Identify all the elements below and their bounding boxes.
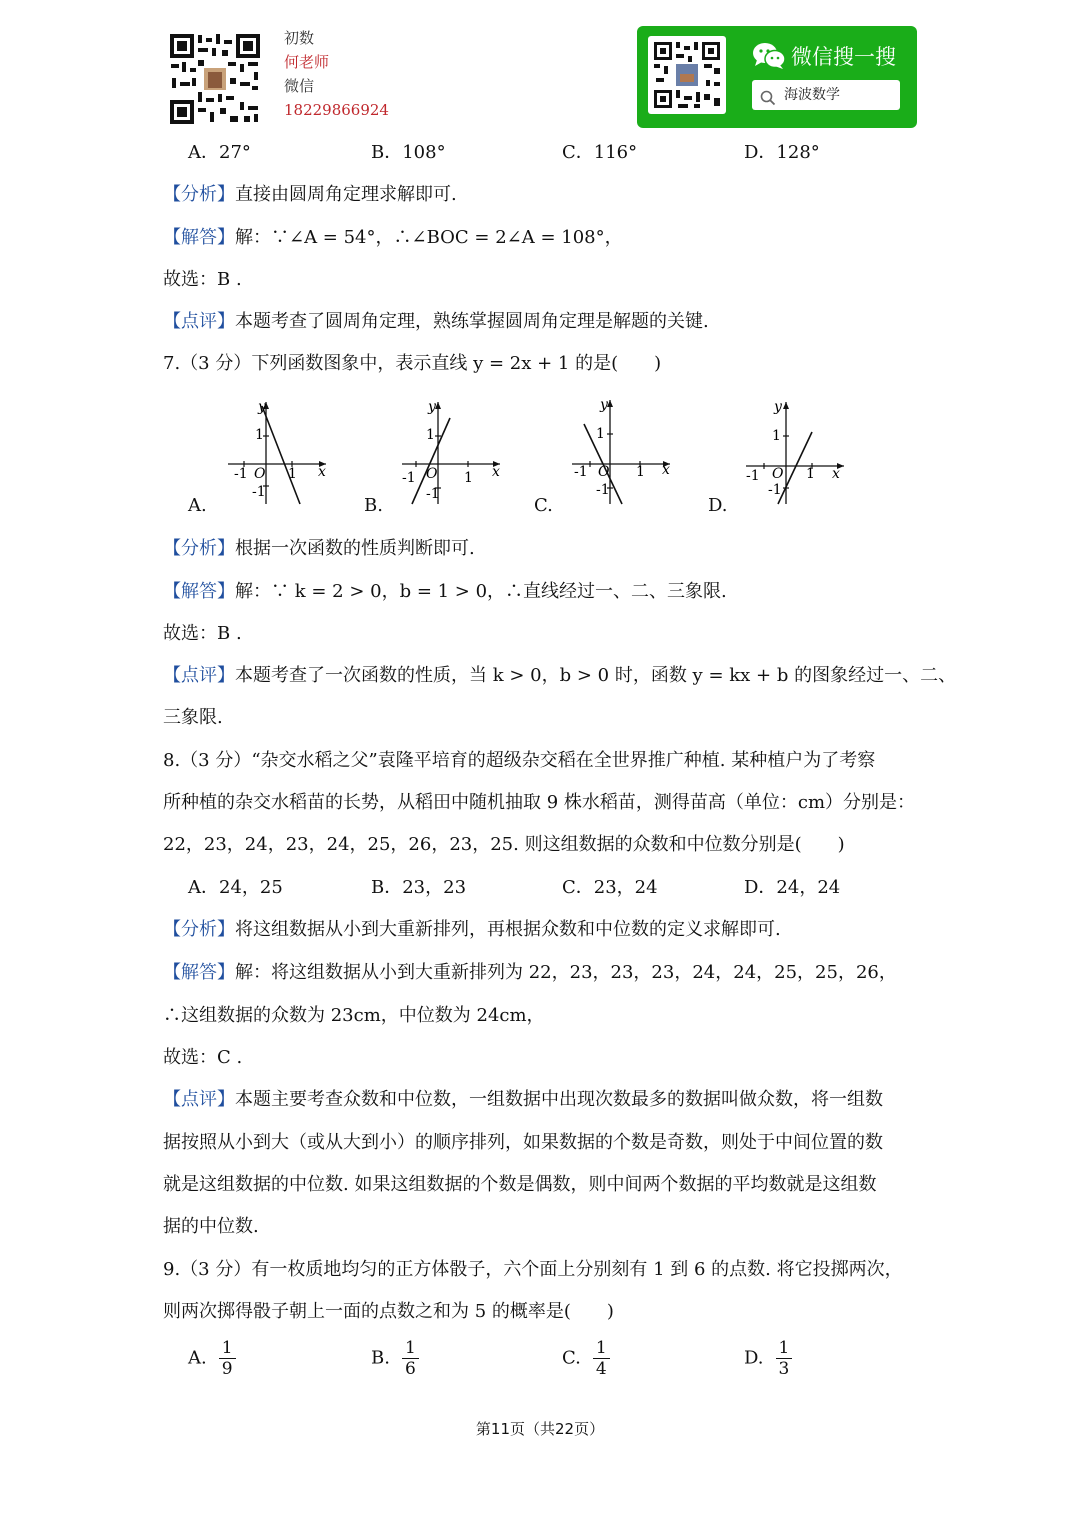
analysis-tag: 【分析】 — [163, 538, 235, 559]
tick-neg1-x: -1 — [574, 464, 588, 480]
tick-neg1-y: -1 — [252, 484, 266, 500]
solution-tag: 【解答】 — [163, 581, 235, 602]
fraction — [776, 1338, 793, 1379]
option-label: C. — [562, 1347, 581, 1369]
comment-tag: 【点评】 — [163, 311, 235, 332]
fraction — [593, 1338, 610, 1379]
analysis-tag: 【分析】 — [163, 919, 235, 940]
q8-stem-line2: 所种植的杂交水稻苗的长势，从稻田中随机抽取 9 株水稻苗，测得苗高（单位：cm）分别是： — [163, 792, 916, 813]
comment-text: 本题考查了圆周角定理，熟练掌握圆周角定理是解题的关键. — [235, 311, 709, 332]
solution-text: 解：∵ k = 2 > 0，b = 1 > 0，∴直线经过一、二、三象限. — [235, 581, 727, 602]
q8-comment-line3: 就是这组数据的中位数. 如果这组数据的个数是偶数，则中间两个数据的平均数就是这组数 — [163, 1174, 877, 1195]
comment-tag: 【点评】 — [163, 665, 235, 686]
numerator: 1 — [219, 1338, 236, 1359]
solution-tag: 【解答】 — [163, 962, 235, 983]
q8-option-b: B．23，23 — [371, 877, 467, 898]
option-label: A. — [188, 1347, 207, 1369]
wechat-brand-text: 微信搜一搜 — [791, 45, 896, 69]
tick-neg1-x: -1 — [234, 466, 248, 482]
q8-comment-line4: 据的中位数. — [163, 1216, 259, 1237]
q7-solution — [163, 580, 727, 604]
analysis-text: 根据一次函数的性质判断即可. — [235, 538, 475, 559]
analysis-text: 将这组数据从小到大重新排列，再根据众数和中位数的定义求解即可. — [235, 919, 781, 940]
contact-subject: 初数 — [284, 29, 315, 47]
wechat-search-text: 海波数学 — [784, 87, 840, 103]
wechat-qr-code — [648, 36, 726, 114]
q6-option-d: D．128° — [744, 142, 820, 163]
tick-1-x: 1 — [464, 470, 473, 486]
tick-1-x: 1 — [288, 466, 297, 482]
origin-label: O — [254, 466, 266, 482]
q9-option-b — [371, 1338, 419, 1379]
q6-choice: 故选：B . — [163, 269, 242, 290]
analysis-tag: 【分析】 — [163, 184, 235, 205]
origin-label: O — [426, 466, 438, 482]
numerator: 1 — [776, 1338, 793, 1359]
q8-option-a: A．24，25 — [188, 877, 283, 898]
q7-comment-cont: 三象限. — [163, 707, 223, 728]
tick-1-x: 1 — [806, 466, 815, 482]
axis-y-label: y — [600, 397, 608, 413]
q8-analysis — [163, 918, 781, 942]
tick-neg1-y: -1 — [768, 482, 782, 498]
q9-stem-line2: 则两次掷得骰子朝上一面的点数之和为 5 的概率是( ) — [163, 1301, 614, 1322]
wechat-logo-icon — [752, 42, 786, 70]
axis-x-label: x — [492, 464, 500, 480]
axis-y-label: y — [774, 399, 782, 415]
contact-name: 何老师 — [284, 53, 330, 71]
contact-wechat-label: 微信 — [284, 77, 315, 95]
q9-option-c — [562, 1338, 610, 1379]
axis-x-label: x — [832, 466, 840, 482]
wechat-search-box[interactable] — [752, 80, 900, 110]
q7-graph-d — [740, 396, 852, 508]
denominator: 3 — [778, 1359, 790, 1379]
contact-phone: 18229866924 — [284, 101, 389, 119]
q8-option-c: C．23，24 — [562, 877, 658, 898]
q9-stem-line1: 9.（3 分）有一枚质地均匀的正方体骰子，六个面上分别刻有 1 到 6 的点数. 将它投掷两次， — [163, 1259, 903, 1280]
solution-text: 解：∵∠A = 54°，∴∠BOC = 2∠A = 108°， — [235, 227, 623, 248]
origin-label: O — [598, 464, 610, 480]
search-icon — [760, 87, 776, 103]
axis-x-label: x — [318, 464, 326, 480]
tick-1-y: 1 — [772, 428, 781, 444]
q7-graph-c — [566, 394, 678, 506]
q7-stem: 7.（3 分）下列函数图象中，表示直线 y = 2x + 1 的是( ) — [163, 353, 662, 374]
denominator: 4 — [595, 1359, 607, 1379]
q7-comment — [163, 664, 956, 688]
q7-graph-b — [396, 396, 508, 508]
q7-option-a-label: A. — [188, 495, 207, 516]
q8-solution-cont: ∴这组数据的众数为 23cm，中位数为 24cm， — [163, 1005, 545, 1026]
q9-option-d — [744, 1338, 792, 1379]
q8-choice: 故选：C . — [163, 1047, 243, 1068]
tick-neg1-x: -1 — [402, 470, 416, 486]
denominator: 9 — [221, 1359, 233, 1379]
numerator: 1 — [593, 1338, 610, 1359]
tick-1-y: 1 — [255, 427, 264, 443]
q7-graph-a — [222, 396, 334, 508]
comment-text: 本题考查了一次函数的性质，当 k > 0，b > 0 时，函数 y = kx + b 的图象经过一、二、 — [235, 665, 957, 686]
axis-y-label: y — [258, 399, 266, 415]
option-label: B. — [371, 1347, 390, 1369]
q8-stem-line1: 8.（3 分）“杂交水稻之父”袁隆平培育的超级杂交稻在全世界推广种植. 某种植户为了考察 — [163, 750, 876, 771]
fraction — [402, 1338, 419, 1379]
origin-label: O — [772, 466, 784, 482]
q7-option-b-label: B. — [364, 495, 383, 516]
q7-option-c-label: C. — [534, 495, 553, 516]
q6-solution — [163, 226, 623, 250]
q6-comment — [163, 310, 709, 334]
tick-neg1-x: -1 — [746, 468, 760, 484]
q8-stem-line3: 22，23，24，23，24，25，26，23，25. 则这组数据的众数和中位数分别是( ) — [163, 834, 845, 855]
denominator: 6 — [404, 1359, 416, 1379]
q8-option-d: D．24，24 — [744, 877, 841, 898]
q8-comment — [163, 1088, 883, 1112]
comment-tag: 【点评】 — [163, 1089, 235, 1110]
numerator: 1 — [402, 1338, 419, 1359]
q6-option-c: C．116° — [562, 142, 638, 163]
comment-text: 本题主要考查众数和中位数，一组数据中出现次数最多的数据叫做众数，将一组数 — [235, 1089, 883, 1110]
q9-option-a — [188, 1338, 236, 1379]
tick-1-x: 1 — [636, 464, 645, 480]
q7-choice: 故选：B . — [163, 623, 242, 644]
tick-neg1-y: -1 — [596, 482, 610, 498]
fraction — [219, 1338, 236, 1379]
solution-text: 解：将这组数据从小到大重新排列为 22，23，23，23，24，24，25，25，26， — [235, 962, 897, 983]
option-label: D. — [744, 1347, 764, 1369]
page-number: 第11页（共22页） — [475, 1420, 605, 1438]
axis-y-label: y — [428, 399, 436, 415]
q6-option-b: B．108° — [371, 142, 446, 163]
q7-analysis — [163, 537, 475, 561]
q8-solution — [163, 961, 897, 985]
q7-option-d-label: D. — [708, 495, 728, 516]
tick-1-y: 1 — [426, 427, 435, 443]
q6-option-a: A．27° — [188, 142, 251, 163]
q8-comment-line2: 据按照从小到大（或从大到小）的顺序排列，如果数据的个数是奇数，则处于中间位置的数 — [163, 1132, 883, 1153]
solution-tag: 【解答】 — [163, 227, 235, 248]
analysis-text: 直接由圆周角定理求解即可. — [235, 184, 457, 205]
q6-analysis — [163, 183, 457, 207]
axis-x-label: x — [662, 462, 670, 478]
contact-qr-code — [168, 32, 262, 126]
tick-neg1-y: -1 — [426, 486, 440, 502]
tick-1-y: 1 — [596, 426, 605, 442]
